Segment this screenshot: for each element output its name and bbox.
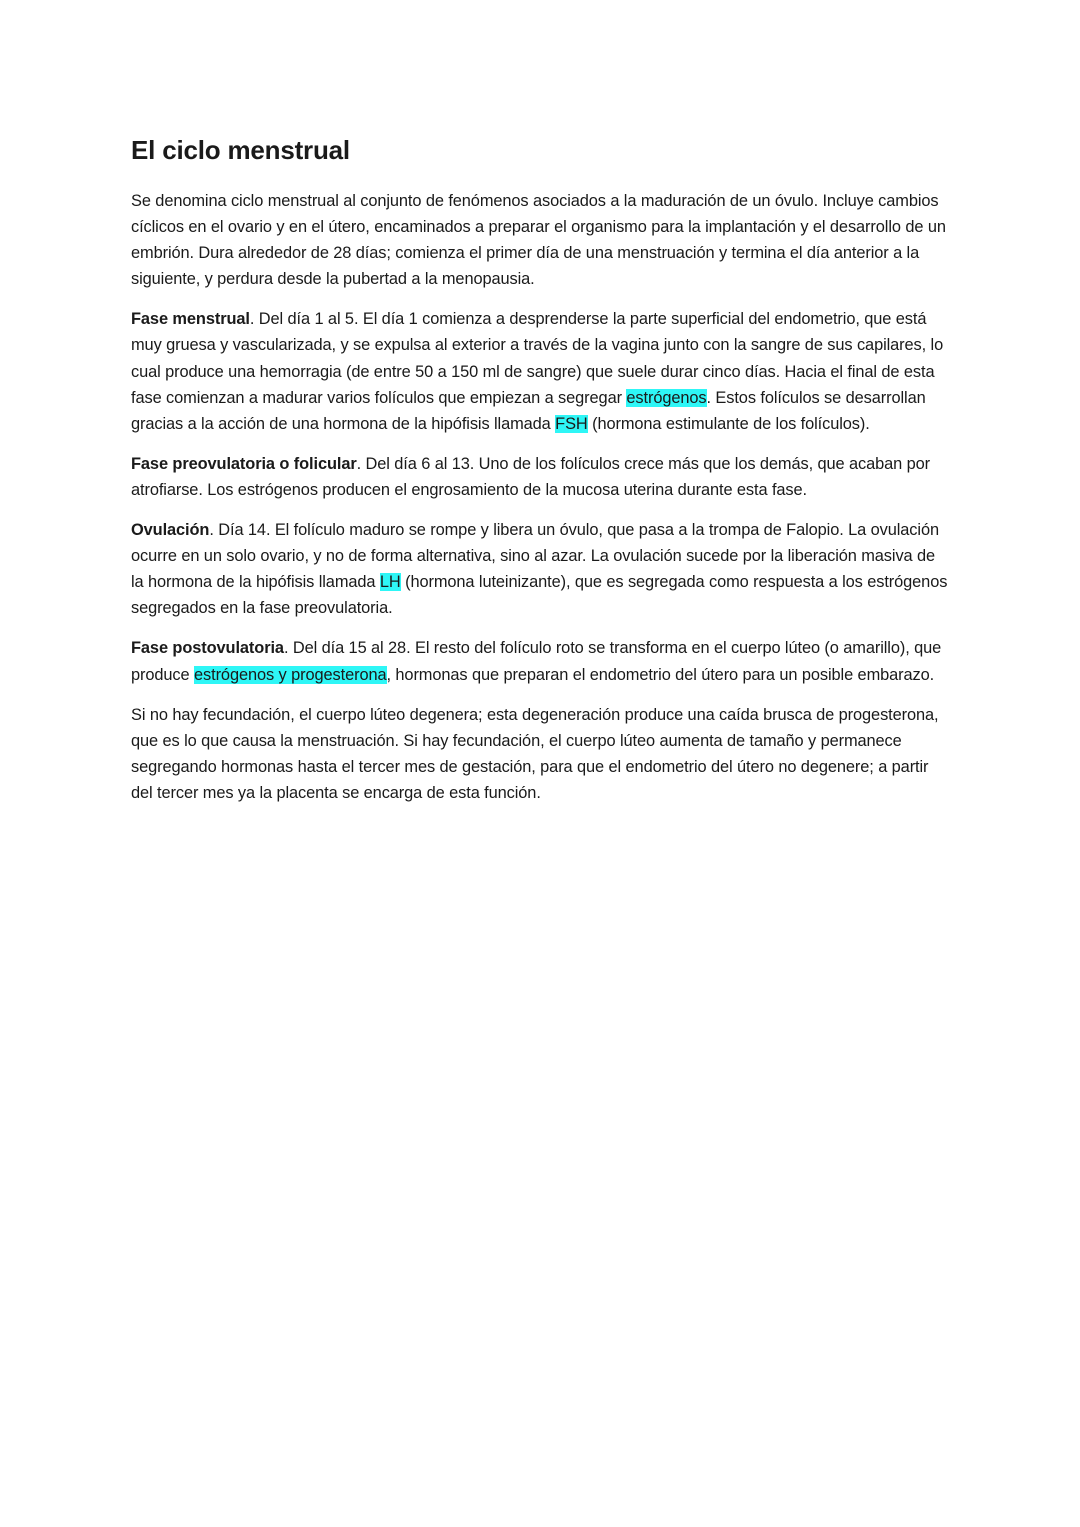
ovulacion-heading: Ovulación — [131, 521, 210, 540]
highlight-estrogenos-progesterona: estrógenos y progesterona — [194, 665, 387, 684]
ovulacion-text: . Día 14. El folículo maduro se rompe y libera un óvulo, que pasa a la trompa de Falopio. La ovulación ocurre en un solo ovario, y no de forma alternativa, sino al azar. La ovulación sucede por la liberación masiva de la hormona de la hipófisis llamada — [131, 521, 939, 592]
fase-preovulatoria-heading: Fase preovulatoria o folicular — [131, 454, 357, 473]
fase-postovulatoria-heading: Fase postovulatoria — [131, 639, 284, 658]
fase-preovulatoria-text: . Del día 6 al 13. Uno de los folículos crece más que los demás, que acaban por atrofiarse. Los estrógenos producen el engrosamiento de la mucosa uterina durante esta fase. — [131, 454, 931, 499]
fase-postovulatoria-text-2: , hormonas que preparan el endometrio del útero para un posible embarazo. — [386, 665, 935, 684]
fase-menstrual-text-2: . Estos folículos se desarrollan gracias a la acción de una hormona de la hipófisis llamada — [131, 388, 926, 433]
conclusion-paragraph: Si no hay fecundación, el cuerpo lúteo degenera; esta degeneración produce una caída brusca de progesterona, que es lo que causa la menstruación. Si hay fecundación, el cuerpo lúteo aumenta de tamaño y permanece segregando hormonas hasta el tercer mes de gestación, para que el endometrio del útero no degenere; a partir del tercer mes ya la placenta se encarga de esta función. — [131, 705, 939, 802]
ovulacion-paragraph — [131, 517, 951, 621]
fase-postovulatoria-paragraph — [131, 635, 951, 687]
highlight-estrogenos: estrógenos — [626, 388, 707, 407]
fase-menstrual-text-3: (hormona estimulante de los folículos). — [587, 414, 870, 433]
document-body — [131, 128, 951, 820]
highlight-fsh: FSH — [555, 414, 588, 433]
fase-menstrual-text: . Del día 1 al 5. El día 1 comienza a desprenderse la parte superficial del endometrio, que está muy gruesa y vascularizada, y se expulsa al exterior a través de la vagina junto con la sangre de sus capilares, lo cual produce una hemorragia (de entre 50 a 150 ml de sangre) que suele durar cinco días. Hacia el final de esta fase comienzan a madurar varios folículos que empiezan a segregar — [131, 310, 944, 407]
intro-paragraph: Se denomina ciclo menstrual al conjunto de fenómenos asociados a la maduración de un óvulo. Incluye cambios cíclicos en el ovario y en el útero, encaminados a preparar el organismo para la implantación y el desarrollo de un embrión. Dura alrededor de 28 días; comienza el primer día de una menstruación y termina el día anterior a la siguiente, y perdura desde la pubertad a la menopausia. — [131, 192, 946, 289]
highlight-lh: LH — [379, 573, 401, 592]
fase-postovulatoria-text: . Del día 15 al 28. El resto del folículo roto se transforma en el cuerpo lúteo (o amarillo), que produce — [131, 639, 942, 684]
fase-menstrual-paragraph — [131, 306, 951, 436]
fase-menstrual-heading: Fase menstrual — [131, 310, 250, 329]
page-title: El ciclo menstrual — [131, 135, 350, 165]
fase-preovulatoria-paragraph — [131, 451, 951, 503]
ovulacion-text-2: (hormona luteinizante), que es segregada como respuesta a los estrógenos segregados en la fase preovulatoria. — [131, 573, 948, 618]
